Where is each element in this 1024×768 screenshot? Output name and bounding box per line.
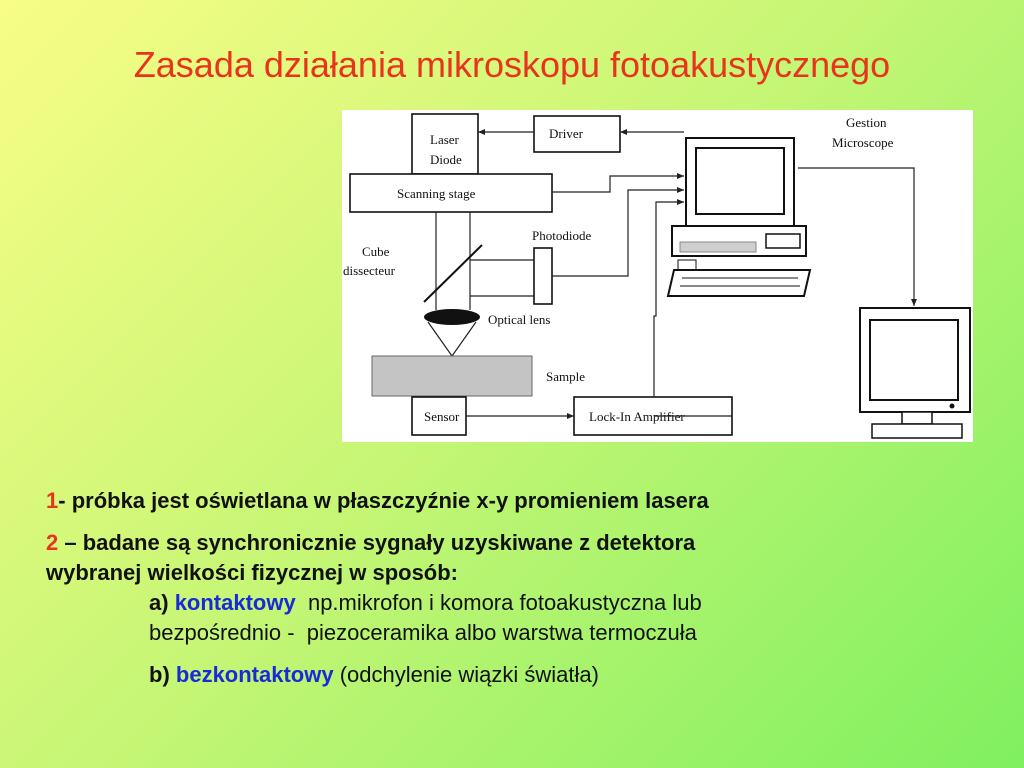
point-2: [46, 528, 1006, 588]
point-2-line-2: wybranej wielkości fizycznej w sposób:: [46, 560, 459, 585]
slide-title: Zasada działania mikroskopu fotoakustycznego: [133, 44, 891, 85]
beam-splitter: [424, 245, 482, 302]
computer-icon: [668, 138, 810, 296]
photodiode-label: Photodiode: [532, 228, 592, 243]
point-a-lead-2: bezpośrednio -: [149, 620, 295, 645]
point-1: [46, 486, 1006, 516]
microscope-diagram: [342, 110, 973, 442]
point-b-marker: b): [149, 662, 170, 687]
photodiode-box: [534, 248, 552, 304]
point-a-keyword: kontaktowy: [174, 590, 296, 615]
cube-label-1: Cube: [362, 244, 390, 259]
point-2-line-1: – badane są synchronicznie sygnały uzyskiwane z detektora: [58, 530, 696, 555]
monitor-icon: [860, 308, 970, 438]
point-1-number: 1: [46, 488, 59, 513]
scanning-stage-label: Scanning stage: [397, 186, 476, 201]
point-a-marker: a): [149, 590, 169, 615]
gestion-label-2: Microscope: [832, 135, 894, 150]
point-b-rest: (odchylenie wiązki światła): [333, 662, 599, 687]
slide-text: [46, 486, 1006, 690]
gestion-label-1: Gestion: [846, 115, 887, 130]
point-1-text: - próbka jest oświetlana w płaszczyźnie x-y promieniem lasera: [58, 488, 709, 513]
laser-diode-label-1: Laser: [430, 132, 459, 147]
point-b-keyword: bezkontaktowy: [175, 662, 334, 687]
cube-label-2: dissecteur: [343, 263, 395, 278]
point-a: [46, 588, 1006, 648]
point-a-rest-1: np.mikrofon i komora fotoakustyczna lub: [307, 590, 702, 615]
driver-label: Driver: [549, 126, 583, 141]
laser-diode-label-2: Diode: [430, 152, 462, 167]
point-2-number: 2: [46, 530, 59, 555]
lockin-label: Lock-In Amplifier: [589, 409, 685, 424]
point-a-rest-2: piezoceramika albo warstwa termoczuła: [306, 620, 697, 645]
point-b: [46, 660, 1006, 690]
optical-lens-label: Optical lens: [488, 312, 551, 327]
sample-block: [372, 356, 532, 396]
optical-lens: [424, 309, 480, 325]
sensor-label: Sensor: [424, 409, 460, 424]
sample-label: Sample: [546, 369, 585, 384]
